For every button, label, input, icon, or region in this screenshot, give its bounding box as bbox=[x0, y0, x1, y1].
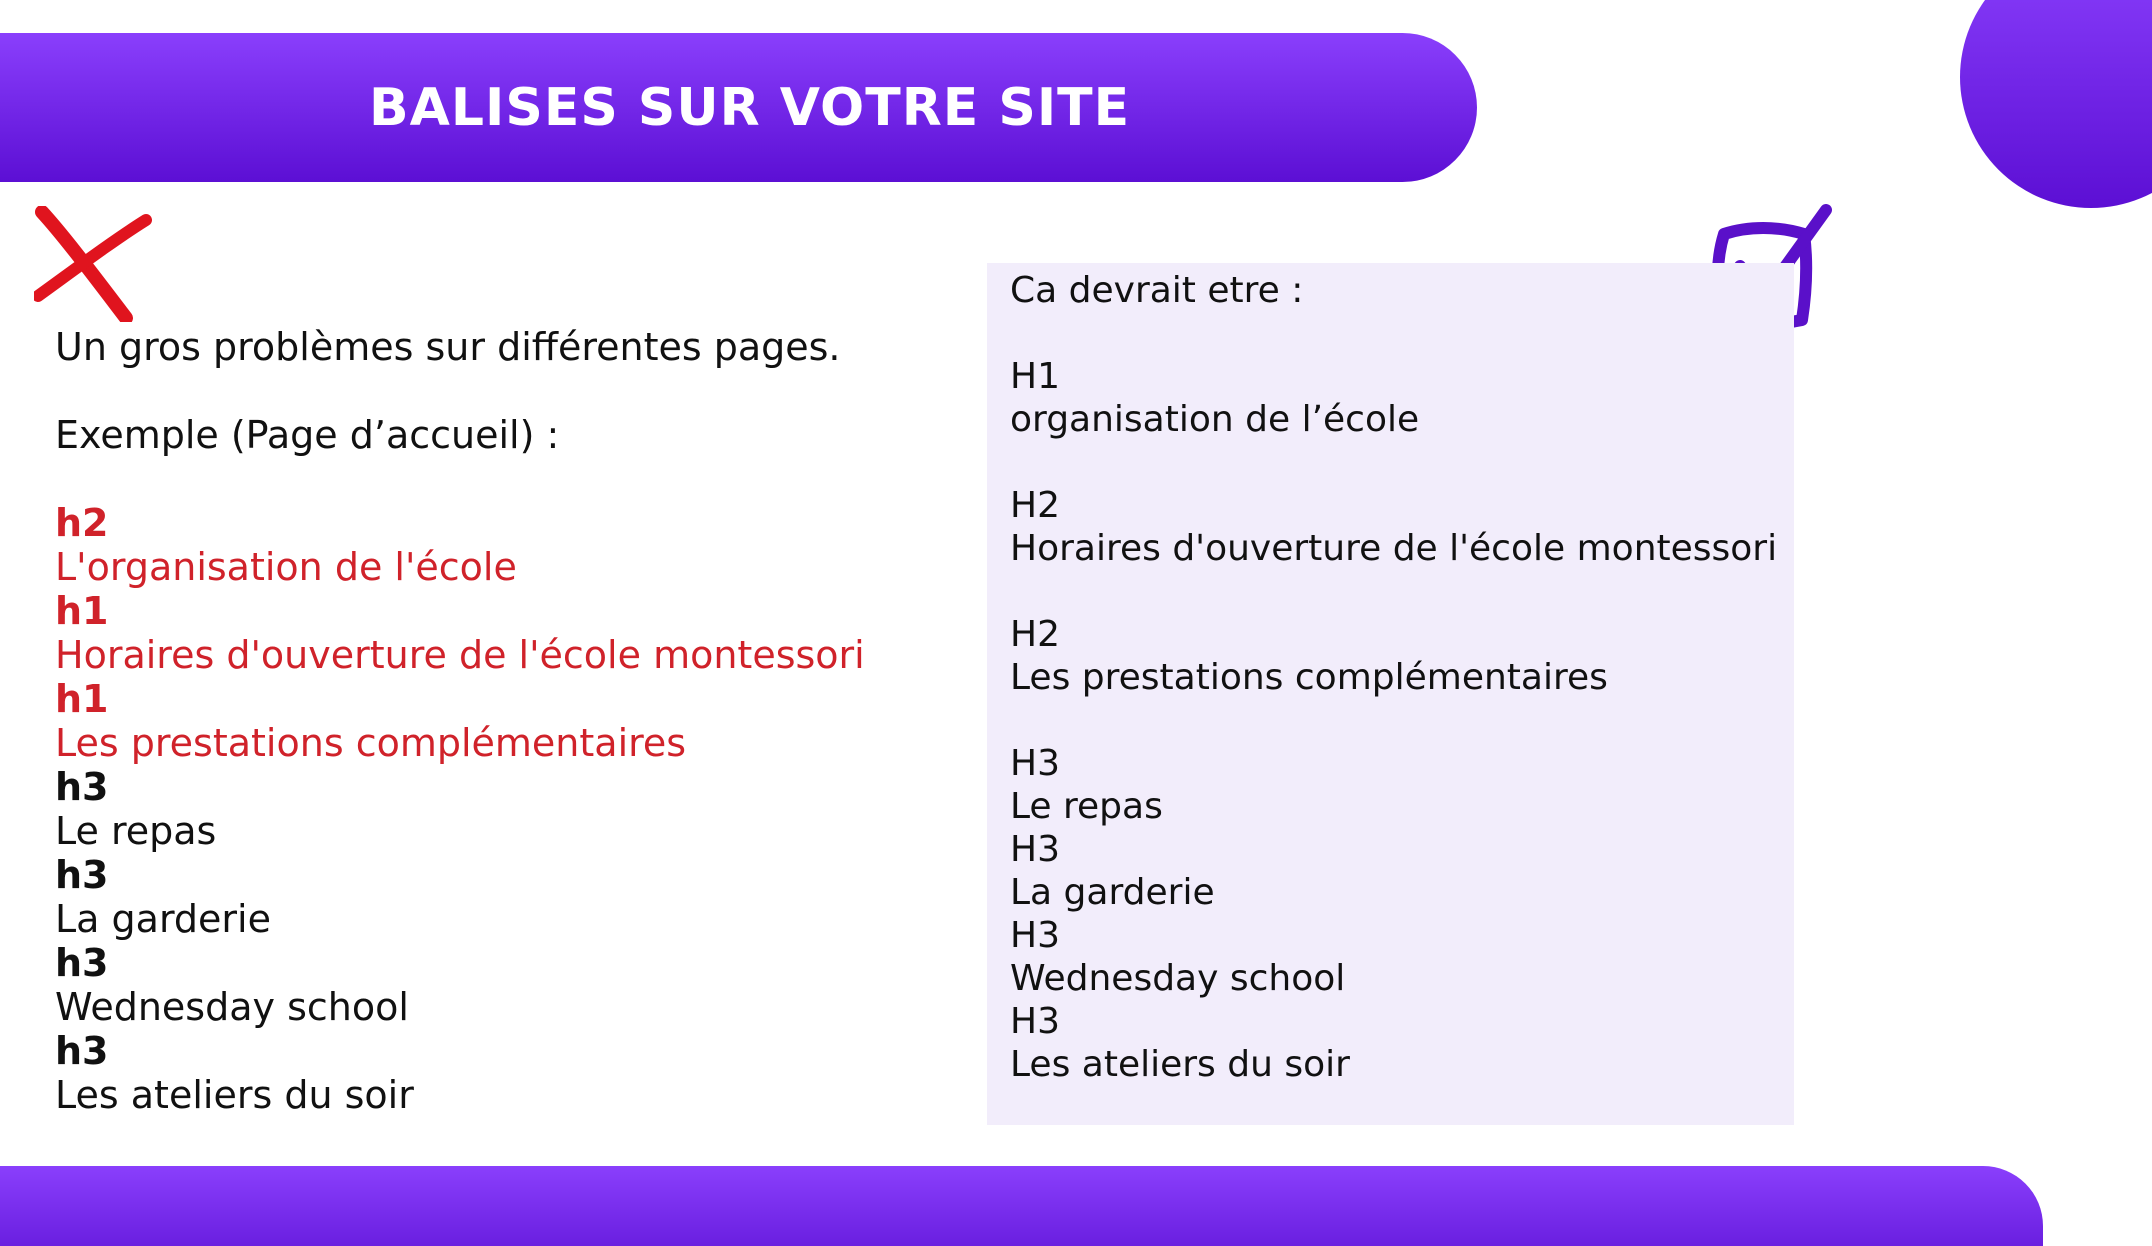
tag-label: h3 bbox=[55, 765, 109, 809]
example-label: Exemple (Page d’accueil) : bbox=[55, 413, 560, 457]
x-icon bbox=[34, 206, 152, 322]
heading-text: Horaires d'ouverture de l'école montessori bbox=[1010, 528, 1778, 569]
tag-label: H3 bbox=[1010, 743, 1060, 784]
tag-label: H1 bbox=[1010, 356, 1060, 397]
decorative-circle bbox=[1960, 0, 2152, 208]
heading-text: Wednesday school bbox=[1010, 958, 1346, 999]
correct-tags-column bbox=[1010, 269, 1790, 1086]
tag-label: H2 bbox=[1010, 614, 1060, 655]
tag-label: h1 bbox=[55, 677, 109, 721]
tag-label: H3 bbox=[1010, 1001, 1060, 1042]
heading-text: Le repas bbox=[55, 809, 217, 853]
heading-text: Wednesday school bbox=[55, 985, 409, 1029]
heading-text: L'organisation de l'école bbox=[55, 545, 517, 589]
tag-label: h3 bbox=[55, 941, 109, 985]
heading-text: La garderie bbox=[1010, 872, 1215, 913]
heading-text: Les ateliers du soir bbox=[55, 1073, 414, 1117]
tag-label: H3 bbox=[1010, 915, 1060, 956]
heading-text: Horaires d'ouverture de l'école montessori bbox=[55, 633, 865, 677]
problem-intro: Un gros problèmes sur différentes pages. bbox=[55, 325, 841, 369]
heading-text: Le repas bbox=[1010, 786, 1163, 827]
heading-text: Les prestations complémentaires bbox=[1010, 657, 1608, 698]
tag-label: H2 bbox=[1010, 485, 1060, 526]
heading-text: organisation de l’école bbox=[1010, 399, 1420, 440]
tag-label: h3 bbox=[55, 1029, 109, 1073]
tag-label: h2 bbox=[55, 501, 109, 545]
tag-label: H3 bbox=[1010, 829, 1060, 870]
footer-bar bbox=[0, 1166, 2043, 1246]
current-tags-column bbox=[55, 325, 955, 1117]
heading-text: Les prestations complémentaires bbox=[55, 721, 687, 765]
tag-label: h3 bbox=[55, 853, 109, 897]
panel-heading: Ca devrait etre : bbox=[1010, 270, 1304, 311]
heading-text: La garderie bbox=[55, 897, 271, 941]
heading-text: Les ateliers du soir bbox=[1010, 1044, 1350, 1085]
slide-title: BALISES SUR VOTRE SITE bbox=[369, 78, 1131, 138]
tag-label: h1 bbox=[55, 589, 109, 633]
